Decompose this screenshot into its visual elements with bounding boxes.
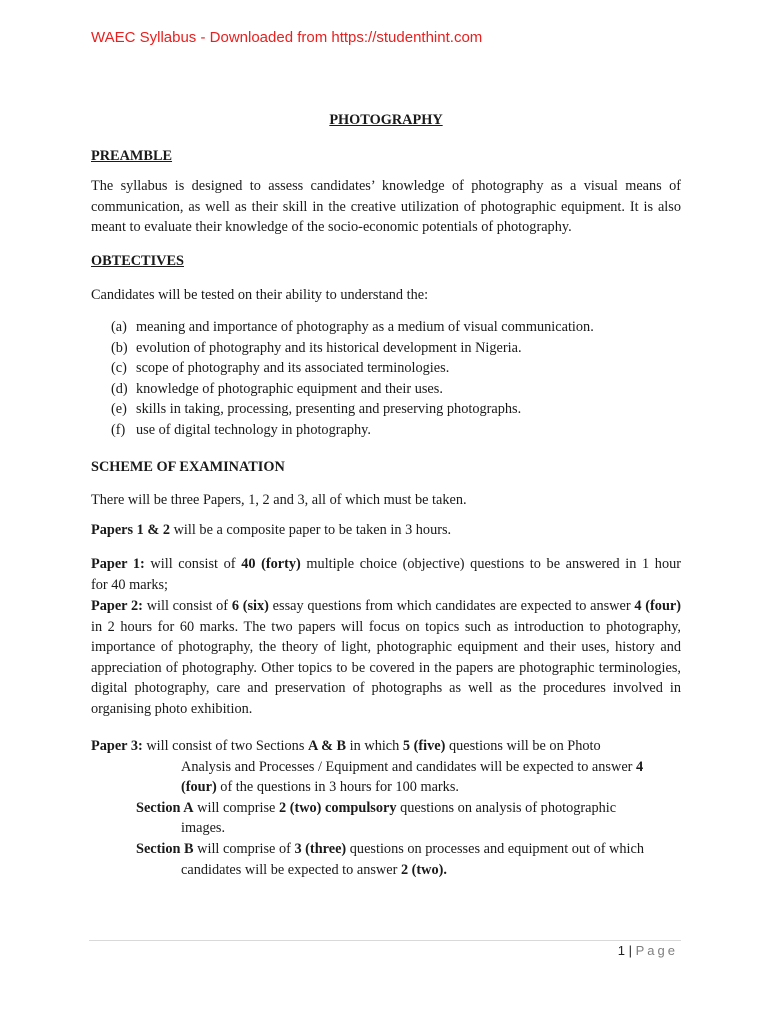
paper-1-text: Paper 1: will consist of 40 (forty) multiple choice (objective) questions to be answered in 1 hour for 40 marks; [91,556,681,593]
preamble-heading: PREAMBLE [91,148,173,164]
objective-label: (b) [111,339,128,356]
objective-text: skills in taking, processing, presenting and preserving photographs. [136,401,522,418]
section-b-text: Section B will comprise of 3 (three) questions on processes and equipment out of which [136,840,645,857]
objective-text: meaning and importance of photography as a medium of visual communication. [136,319,594,335]
objective-label: (e) [111,401,127,418]
objective-label: (a) [111,319,127,335]
objective-text: evolution of photography and its historical development in Nigeria. [136,339,522,356]
preamble-text: The syllabus is designed to assess candidates’ knowledge of photography as a visual means of communication, as well as their skill in the creative utilization of photographic equipment. It is also meant to evaluate their knowledge of the socio-economic potentials of photography. [91,178,681,235]
objective-text: use of digital technology in photography. [136,421,371,438]
objective-label: (d) [111,380,128,397]
section-a-label: Section A [136,799,194,816]
scheme-intro: There will be three Papers, 1, 2 and 3, all of which must be taken. [91,492,467,508]
page-number: 1 [617,943,625,958]
page-footer [618,943,678,958]
objective-item [111,399,671,420]
objective-label: (c) [111,360,127,377]
objectives-heading: OBTECTIVES [91,253,184,269]
watermark: WAEC Syllabus - Downloaded from https://studenthint.com [91,29,483,46]
objective-item [111,338,671,359]
paper-3-text: Paper 3: will consist of two Sections A & B in which 5 (five) questions will be on Photo Analysis and Processes / Equipment and candidates will be expected to answer 4 (four) of the questions in 3 hours for 100 marks. Section A will comprise 2 (two) compulsory questions on analysis of photographic images. Section B will comprise of 3 (three) questions on processes and equipment out of which candidates will be expected to answer 2 (two). [91,736,681,880]
paper-1-label: Paper 1: [91,556,145,572]
document-title: PHOTOGRAPHY [329,112,443,128]
objectives-list [111,317,671,441]
scheme-heading: SCHEME OF EXAMINATION [91,459,285,475]
objective-label: (f) [111,421,126,438]
page-word: Page [635,943,678,958]
papers-1-2-text: Papers 1 & 2 will be a composite paper to be taken in 3 hours. [91,522,452,538]
objective-item [111,420,671,441]
section-a-text: Section A will comprise 2 (two) compulsory questions on analysis of photographic [136,799,617,816]
objective-text: scope of photography and its associated terminologies. [136,360,450,377]
papers-1-2-label: Papers 1 & 2 [91,522,171,538]
footer-divider [89,940,681,941]
paper-2-text: Paper 2: will consist of 6 (six) essay questions from which candidates are expected to answer 4 (four) in 2 hours for 60 marks. The two papers will focus on topics such as introduction to photography, importance of photography, the theory of light, photographic equipment and their uses, history and appreciation of photography. Other topics to be covered in the papers are photographic terminologies, digital photography, care and preservation of photographs as well as the procedures involved in organising photo exhibition. [91,598,682,717]
objective-item [111,358,671,379]
objectives-intro: Candidates will be tested on their ability to understand the: [91,287,429,303]
section-b-label: Section B [136,840,194,857]
objective-text: knowledge of photographic equipment and their uses. [136,380,443,397]
objective-item [111,317,671,338]
paper-3-label: Paper 3: [91,738,143,754]
paper-2-label: Paper 2: [91,598,143,614]
objective-item [111,379,671,400]
footer-separator: | [628,943,632,958]
